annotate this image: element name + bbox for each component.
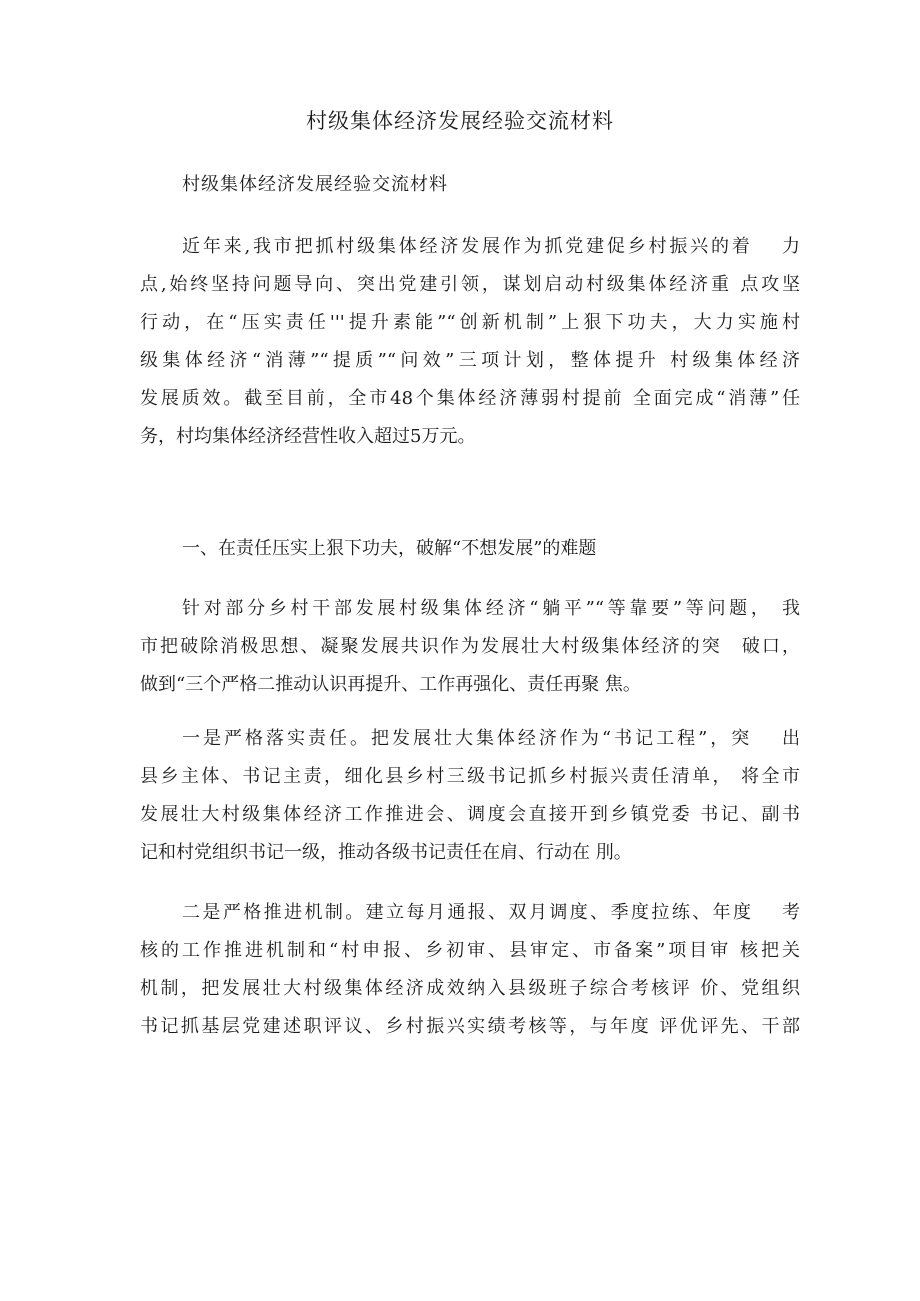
document-title: 村级集体经济发展经验交流材料 bbox=[306, 109, 614, 133]
intro-paragraph bbox=[140, 228, 800, 456]
point1-line-1: 一是严格落实责任。把发展壮大集体经济作为“书记工程”，突 出 bbox=[182, 728, 800, 749]
point1-paragraph bbox=[140, 720, 800, 872]
section1-paragraph bbox=[140, 590, 800, 704]
intro-line-3: 行动，在“压实责任'''提升素能”“创新机制”上狠下功夫，大力实施村 bbox=[140, 312, 800, 333]
point2-line-2: 核的工作推进机制和“村申报、乡初审、县审定、市备案”项目审 核把关 bbox=[140, 940, 800, 961]
section1-line-1: 针对部分乡村干部发展村级集体经济“躺平”“等靠要”等问题， 我 bbox=[182, 598, 800, 619]
section1-line-3: 做到“三个严格二推动认识再提升、工作再强化、责任再聚 焦。 bbox=[140, 674, 641, 695]
intro-line-5: 发展质效。截至目前，全市48个集体经济薄弱村提前 全面完成“消薄”任 bbox=[140, 388, 800, 409]
point2-line-1: 二是严格推进机制。建立每月通报、双月调度、季度拉练、年度 考 bbox=[182, 902, 800, 923]
intro-line-2: 点,始终坚持问题导向、突出党建引领，谋划启动村级集体经济重 点攻坚 bbox=[140, 274, 800, 295]
point2-line-3: 机制，把发展壮大村级集体经济成效纳入县级班子综合考核评 价、党组织 bbox=[140, 978, 800, 999]
intro-line-1: 近年来,我市把抓村级集体经济发展作为抓党建促乡村振兴的着 力 bbox=[182, 236, 800, 257]
intro-line-4: 级集体经济“消薄”“提质”“问效”三项计划，整体提升 村级集体经济 bbox=[140, 350, 800, 371]
intro-line-6: 务，村均集体经济经营性收入超过5万元。 bbox=[140, 426, 476, 447]
point1-line-2: 县乡主体、书记主责，细化县乡村三级书记抓乡村振兴责任清单， 将全市 bbox=[140, 766, 800, 787]
point2-paragraph bbox=[140, 894, 800, 1046]
section1-heading: 一、在责任压实上狠下功夫，破解“不想发展”的难题 bbox=[182, 538, 597, 559]
section1-line-2: 市把破除消极思想、凝聚发展共识作为发展壮大村级集体经济的突 破口， bbox=[140, 636, 800, 657]
point2-line-4: 书记抓基层党建述职评议、乡村振兴实绩考核等，与年度 评优评先、干部 bbox=[140, 1016, 800, 1037]
point1-line-3: 发展壮大村级集体经济工作推进会、调度会直接开到乡镇党委 书记、副书 bbox=[140, 804, 800, 825]
point1-line-4: 记和村党组织书记一级，推动各级书记责任在肩、行动在 刖。 bbox=[140, 842, 632, 863]
document-subtitle: 村级集体经济发展经验交流材料 bbox=[182, 174, 448, 195]
